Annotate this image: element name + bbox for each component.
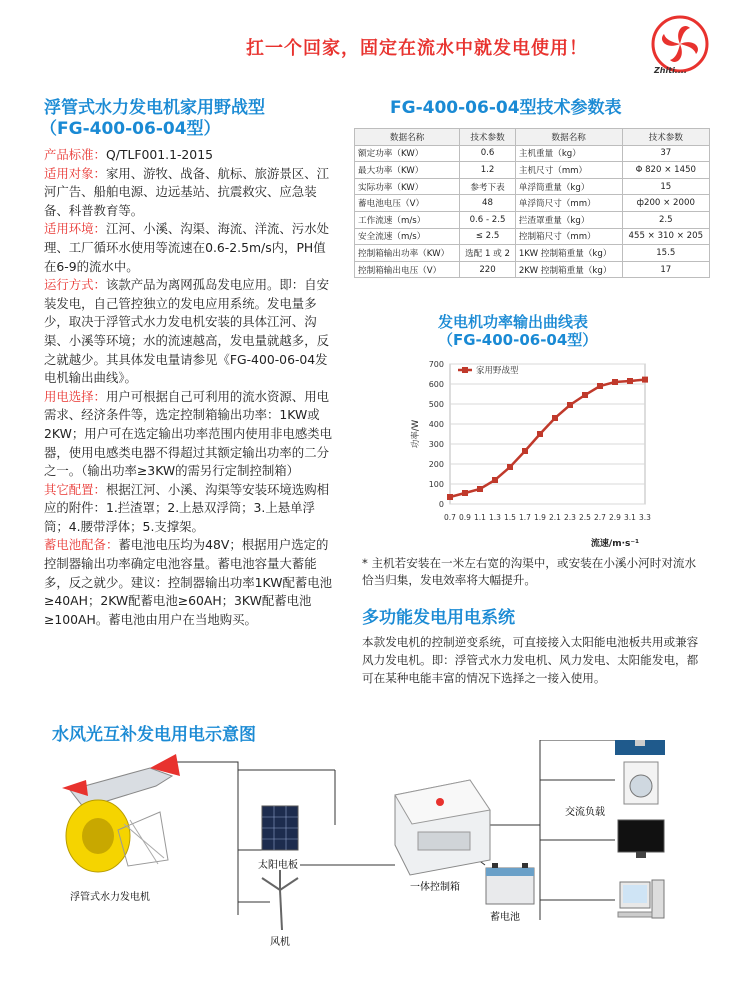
hybrid-power-diagram (0, 740, 730, 985)
x-tick-label: 3.1 (624, 513, 636, 522)
series-line (450, 380, 645, 497)
table-row: 工作流速（m/s） 0.6 - 2.5 拦渣罩重量（kg） 2.5 (355, 211, 710, 228)
light-bulb-icon (615, 740, 665, 755)
data-point (552, 415, 558, 421)
power-output-chart (360, 352, 705, 552)
x-tick-label: 3.3 (639, 513, 651, 522)
controller-box-icon (395, 780, 490, 875)
battery-icon (486, 863, 534, 904)
x-tick-label: 1.9 (534, 513, 546, 522)
section-environment: 适用环境：江河、小溪、沟渠、海流、洋流、污水处理、工厂循环水使用等流速在0.6-2.5m/s内，PH值在6-9的流水中。 (44, 221, 329, 274)
label-solar: 太阳电板 (258, 860, 298, 871)
y-tick-label: 600 (428, 380, 444, 389)
data-point (522, 448, 528, 454)
product-title: 浮管式水力发电机家用野战型 (44, 98, 265, 118)
multi-system-text: 本款发电机的控制逆变系统，可直接接入太阳能电池板共用或兼容风力发电机。即：浮管式水力发电机、风力发电、太阳能发电，都可在某种电能丰富的情况下选择之一接入使用。 (362, 635, 699, 685)
television-icon (618, 820, 664, 858)
x-tick-label: 0.7 (444, 513, 456, 522)
table-row: 蓄电池电压（V） 48 单浮筒尺寸（mm） ф200 × 2000 (355, 195, 710, 212)
solar-panel-icon (262, 806, 298, 850)
label-generator: 浮管式水力发电机 (70, 892, 150, 903)
y-tick-label: 300 (428, 440, 444, 449)
data-point (447, 494, 453, 500)
table-row: 实际功率（KW） 参考下表 单浮筒重量（kg） 15 (355, 178, 710, 195)
data-point (567, 402, 573, 408)
spec-table-title: FG-400-06-04型技术参数表 (390, 98, 622, 118)
table-row: 控制箱输出功率（KW） 选配 1 或 2 1KW 控制箱重量（kg） 15.5 (355, 245, 710, 262)
label-loads: 交流负载 (565, 807, 605, 818)
data-point (537, 431, 543, 437)
label-battery: 蓄电池 (490, 912, 520, 923)
x-tick-label: 2.9 (609, 513, 621, 522)
spec-table (354, 128, 710, 278)
y-tick-label: 100 (428, 480, 444, 489)
data-point (627, 378, 633, 384)
product-description (44, 146, 336, 629)
installation-note: * 主机若安装在一米左右宽的沟渠中，或安装在小溪小河时对流水恰当归集，发电效率将大幅提升。 (362, 556, 697, 587)
table-row: 额定功率（KW） 0.6 主机重量（kg） 37 (355, 145, 710, 162)
data-point (612, 379, 618, 385)
legend-label: 家用野战型 (476, 366, 519, 376)
x-tick-label: 0.9 (459, 513, 471, 522)
data-point (477, 486, 483, 492)
washing-machine-icon (624, 762, 658, 804)
section-target: 适用对象：家用、游牧、战备、航标、旅游景区、江河广告、船舶电源、边远基站、抗震救灾、应急装备、科普教育等。 (44, 165, 329, 218)
section-battery: 蓄电池配备：蓄电池电压均为48V；根据用户选定的控制器输出功率确定电池容量。蓄电池容量大蓄能多，反之就少。建议：控制器输出功率1KW配蓄电池≥40AH；2KW配蓄电池≥60AH；3KW配蓄电池≥100AH。蓄电池由用户在当地购买。 (44, 537, 333, 627)
section-operation: 运行方式：该款产品为离网孤岛发电应用。即：自安装发电，自己管控独立的发电应用系统。发电量多少，取决于浮管式水力发电机安装的具体江河、沟渠、小溪等环境；水的流速越高，发电量就越多，反之就越少。其具体发电量请参见《FG-400-06-04发电机输出曲线》。 (44, 277, 329, 386)
y-tick-label: 700 (428, 360, 444, 369)
label-wind: 风机 (270, 937, 290, 948)
data-point (492, 477, 498, 483)
table-row: 最大功率（KW） 1.2 主机尺寸（mm） Φ 820 × 1450 (355, 162, 710, 179)
spec-header-row: 数据名称 技术参数 数据名称 技术参数 (355, 129, 710, 146)
computer-icon (618, 880, 664, 918)
diagram-title: 水风光互补发电用电示意图 (52, 725, 256, 745)
x-tick-label: 2.1 (549, 513, 561, 522)
multi-system-title: 多功能发电用电系统 (362, 608, 515, 628)
y-tick-label: 0 (438, 500, 444, 509)
x-tick-label: 1.3 (489, 513, 501, 522)
header-slogan: 扛一个回家，固定在流水中就发电使用！ (246, 38, 588, 59)
product-model: （FG-400-06-04型） (40, 119, 221, 139)
data-point (597, 383, 603, 389)
y-tick-label: 200 (428, 460, 444, 469)
wind-turbine-icon (262, 870, 298, 930)
data-point (507, 464, 513, 470)
section-power-choice: 用电选择：用户可根据自己可利用的流水资源、用电需求、经济条件等，选定控制箱输出功率：1KW或2KW；用户可在选定输出功率范围内使用非电感类电器，使用电感类电器不得超过其额定输出功率的二分之一。（输出功率≥3KW的需另行定制控制箱） (44, 388, 333, 479)
section-accessories: 其它配置：根据江河、小溪、沟渠等安装环境选购相应的附件：1.拦渣罩；2.上悬双浮筒；3.上悬单浮筒；4.腰带浮体；5.支撑架。 (44, 481, 329, 534)
data-point (462, 490, 468, 496)
x-axis-label: 流速/m·s⁻¹ (590, 539, 640, 549)
x-tick-label: 2.5 (579, 513, 591, 522)
x-tick-label: 2.7 (594, 513, 606, 522)
water-turbine-generator-icon (62, 754, 180, 872)
logo-text: Zhiti.... (654, 66, 687, 75)
x-tick-label: 1.1 (474, 513, 486, 522)
x-tick-label: 2.3 (564, 513, 576, 522)
x-tick-label: 1.7 (519, 513, 531, 522)
y-axis-label: 功率/W (411, 419, 421, 449)
table-row: 安全流速（m/s） ≤ 2.5 控制箱尺寸（mm） 455 × 310 × 205 (355, 228, 710, 245)
y-tick-label: 500 (428, 400, 444, 409)
label-controller: 一体控制箱 (410, 882, 460, 893)
x-tick-label: 1.5 (504, 513, 516, 522)
y-tick-label: 400 (428, 420, 444, 429)
table-row: 控制箱输出电压（V） 220 2KW 控制箱重量（kg） 17 (355, 261, 710, 278)
data-point (582, 392, 588, 398)
legend-marker (462, 367, 468, 373)
chart-title: 发电机功率输出曲线表 （FG-400-06-04型） (438, 313, 598, 349)
section-standard: 产品标准：Q/TLF001.1-2015 (44, 147, 213, 162)
data-point (642, 377, 648, 383)
